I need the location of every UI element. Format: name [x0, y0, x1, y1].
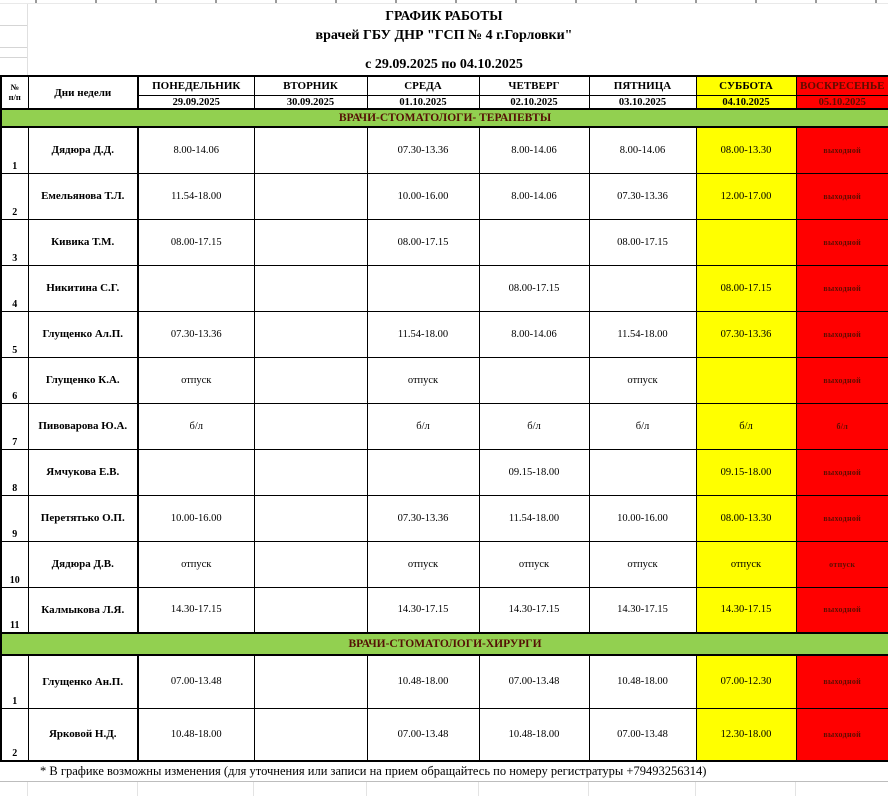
schedule-cell: 07.00-13.48 [479, 655, 589, 708]
schedule-cell: 14.30-17.15 [589, 587, 696, 633]
day-name: ПОНЕДЕЛЬНИК [139, 77, 254, 96]
day-name: ВОСКРЕСЕНЬЕ [797, 77, 888, 96]
header-row [1, 76, 888, 109]
schedule-cell: 14.30-17.15 [138, 587, 254, 633]
grid-line [695, 782, 696, 796]
schedule-cell: 09.15-18.00 [696, 449, 796, 495]
day-name: СРЕДА [368, 77, 479, 96]
row-number: 4 [1, 265, 28, 311]
day-name: ЧЕТВЕРГ [480, 77, 589, 96]
schedule-cell: 8.00-14.06 [479, 173, 589, 219]
schedule-cell: 8.00-14.06 [479, 311, 589, 357]
schedule-cell: 07.00-13.48 [138, 655, 254, 708]
doctor-name: Калмыкова Л.Я. [28, 587, 138, 633]
schedule-cell: 07.00-13.48 [367, 708, 479, 761]
schedule-cell [254, 495, 367, 541]
schedule-cell: отпуск [479, 541, 589, 587]
day-header-sunday-05.10.2025 [796, 76, 888, 109]
schedule-cell: 07.30-13.36 [589, 173, 696, 219]
schedule-cell: б/л [796, 403, 888, 449]
schedule-cell: 07.30-13.36 [367, 127, 479, 173]
schedule-cell: 14.30-17.15 [696, 587, 796, 633]
doctor-row [1, 403, 888, 449]
schedule-cell: 07.30-13.36 [367, 495, 479, 541]
doctor-row [1, 655, 888, 708]
schedule-cell [138, 449, 254, 495]
schedule-cell: выходной [796, 449, 888, 495]
schedule-cell: 09.15-18.00 [479, 449, 589, 495]
grid-line [27, 782, 28, 796]
doctor-name: Дядюра Д.Д. [28, 127, 138, 173]
schedule-cell [254, 219, 367, 265]
doctor-name: Глущенко Ан.П. [28, 655, 138, 708]
day-header-normal-29.09.2025 [138, 76, 254, 109]
row-number: 5 [1, 311, 28, 357]
day-date: 30.09.2025 [286, 96, 335, 108]
schedule-cell [254, 541, 367, 587]
schedule-cell [254, 403, 367, 449]
doctor-name: Пивоварова Ю.А. [28, 403, 138, 449]
row-number: 11 [1, 587, 28, 633]
schedule-cell [254, 265, 367, 311]
schedule-cell: выходной [796, 173, 888, 219]
schedule-cell: б/л [367, 403, 479, 449]
day-date: 03.10.2025 [618, 96, 667, 108]
doctor-name: Глущенко К.А. [28, 357, 138, 403]
row-number: 1 [1, 127, 28, 173]
schedule-period: с 29.09.2025 по 04.10.2025 [365, 57, 523, 72]
day-header-normal-03.10.2025 [589, 76, 696, 109]
schedule-cell [479, 357, 589, 403]
day-date: 05.10.2025 [797, 96, 888, 108]
section-title: ВРАЧИ-СТОМАТОЛОГИ- ТЕРАПЕВТЫ [1, 109, 888, 127]
doctor-name: Ярковой Н.Д. [28, 708, 138, 761]
schedule-cell: выходной [796, 655, 888, 708]
doctor-name: Никитина С.Г. [28, 265, 138, 311]
day-date: 04.10.2025 [697, 96, 796, 108]
schedule-cell: б/л [479, 403, 589, 449]
schedule-cell [254, 173, 367, 219]
doctor-row [1, 219, 888, 265]
empty-spreadsheet-cells [0, 782, 888, 796]
schedule-cell: 11.54-18.00 [589, 311, 696, 357]
doctor-name: Ямчукова Е.В. [28, 449, 138, 495]
grid-line [478, 782, 479, 796]
schedule-cell: 08.00-13.30 [696, 495, 796, 541]
schedule-cell: 10.48-18.00 [589, 655, 696, 708]
corner-line1: № [10, 81, 20, 92]
schedule-cell: 14.30-17.15 [479, 587, 589, 633]
schedule-cell: 11.54-18.00 [367, 311, 479, 357]
day-date: 01.10.2025 [399, 96, 447, 108]
schedule-cell [254, 587, 367, 633]
schedule-cell: б/л [589, 403, 696, 449]
row-number: 2 [1, 173, 28, 219]
grid-line [588, 782, 589, 796]
schedule-cell [254, 449, 367, 495]
schedule-cell: 8.00-14.06 [589, 127, 696, 173]
schedule-table [0, 75, 888, 762]
schedule-cell: 08.00-17.15 [696, 265, 796, 311]
doctor-row [1, 173, 888, 219]
schedule-cell: 8.00-14.06 [479, 127, 589, 173]
schedule-cell [367, 449, 479, 495]
doctor-row [1, 311, 888, 357]
schedule-cell: выходной [796, 265, 888, 311]
schedule-cell: 07.00-12.30 [696, 655, 796, 708]
gutter-gridline [0, 47, 27, 48]
schedule-cell: выходной [796, 219, 888, 265]
row-number: 8 [1, 449, 28, 495]
doctor-row [1, 127, 888, 173]
schedule-cell [367, 265, 479, 311]
schedule-cell [254, 357, 367, 403]
schedule-cell: 12.30-18.00 [696, 708, 796, 761]
schedule-cell: 07.30-13.36 [696, 311, 796, 357]
doctor-row [1, 265, 888, 311]
schedule-cell: 10.48-18.00 [367, 655, 479, 708]
title-block [0, 4, 888, 75]
schedule-cell: 08.00-17.15 [589, 219, 696, 265]
schedule-cell: 08.00-17.15 [138, 219, 254, 265]
row-number: 1 [1, 655, 28, 708]
schedule-cell: отпуск [138, 357, 254, 403]
schedule-subtitle: врачей ГБУ ДНР "ГСП № 4 г.Горловки" [315, 28, 573, 43]
schedule-cell: отпуск [367, 357, 479, 403]
grid-line [795, 782, 796, 796]
days-of-week-header: Дни недели [28, 76, 138, 109]
schedule-cell: 08.00-13.30 [696, 127, 796, 173]
schedule-cell: отпуск [696, 541, 796, 587]
schedule-cell: 10.48-18.00 [138, 708, 254, 761]
schedule-cell: отпуск [589, 541, 696, 587]
day-header-normal-02.10.2025 [479, 76, 589, 109]
schedule-cell: отпуск [796, 541, 888, 587]
doctor-row [1, 708, 888, 761]
grid-line [366, 782, 367, 796]
title-spacer [0, 47, 888, 57]
schedule-cell: выходной [796, 587, 888, 633]
schedule-cell [589, 449, 696, 495]
doctor-row [1, 541, 888, 587]
schedule-cell: 12.00-17.00 [696, 173, 796, 219]
doctor-name: Глущенко Ал.П. [28, 311, 138, 357]
day-date: 29.09.2025 [172, 96, 220, 108]
day-name: СУББОТА [697, 77, 796, 96]
schedule-cell: выходной [796, 495, 888, 541]
gutter-gridline [0, 57, 27, 58]
row-number: 3 [1, 219, 28, 265]
doctor-name: Емельянова Т.Л. [28, 173, 138, 219]
schedule-cell [254, 311, 367, 357]
row-number: 10 [1, 541, 28, 587]
day-header-normal-30.09.2025 [254, 76, 367, 109]
grid-line [253, 782, 254, 796]
grid-line [137, 782, 138, 796]
schedule-cell: 07.30-13.36 [138, 311, 254, 357]
schedule-cell: выходной [796, 311, 888, 357]
schedule-cell [254, 708, 367, 761]
schedule-cell: выходной [796, 357, 888, 403]
schedule-cell: отпуск [589, 357, 696, 403]
schedule-cell: 11.54-18.00 [479, 495, 589, 541]
day-header-normal-01.10.2025 [367, 76, 479, 109]
schedule-title: ГРАФИК РАБОТЫ [385, 8, 503, 23]
row-number: 6 [1, 357, 28, 403]
doctor-name: Дядюра Д.В. [28, 541, 138, 587]
schedule-cell [254, 127, 367, 173]
row-number: 7 [1, 403, 28, 449]
schedule-cell: б/л [138, 403, 254, 449]
gutter-gridline-vertical [27, 4, 28, 75]
schedule-cell: отпуск [138, 541, 254, 587]
schedule-cell: 10.00-16.00 [367, 173, 479, 219]
gutter-gridline [0, 25, 27, 26]
schedule-cell [254, 655, 367, 708]
schedule-cell: 10.48-18.00 [479, 708, 589, 761]
schedule-cell [479, 219, 589, 265]
schedule-cell: 08.00-17.15 [367, 219, 479, 265]
schedule-cell: 11.54-18.00 [138, 173, 254, 219]
day-name: ПЯТНИЦА [590, 77, 696, 96]
day-header-saturday-04.10.2025 [696, 76, 796, 109]
section-row [1, 109, 888, 127]
schedule-cell [138, 265, 254, 311]
doctor-row [1, 357, 888, 403]
doctor-name: Кивика Т.М. [28, 219, 138, 265]
day-name: ВТОРНИК [255, 77, 367, 96]
schedule-cell: 10.00-16.00 [589, 495, 696, 541]
schedule-cell: 14.30-17.15 [367, 587, 479, 633]
doctor-row [1, 449, 888, 495]
row-number: 9 [1, 495, 28, 541]
schedule-cell [696, 219, 796, 265]
section-row [1, 633, 888, 655]
schedule-cell: 08.00-17.15 [479, 265, 589, 311]
schedule-cell: отпуск [367, 541, 479, 587]
day-date: 02.10.2025 [510, 96, 558, 108]
schedule-cell: 8.00-14.06 [138, 127, 254, 173]
row-number: 2 [1, 708, 28, 761]
schedule-cell [589, 265, 696, 311]
schedule-cell [696, 357, 796, 403]
section-title: ВРАЧИ-СТОМАТОЛОГИ-ХИРУРГИ [1, 633, 888, 655]
schedule-cell: выходной [796, 127, 888, 173]
row-number-header [1, 76, 28, 109]
doctor-row [1, 495, 888, 541]
schedule-cell: б/л [696, 403, 796, 449]
schedule-cell: выходной [796, 708, 888, 761]
schedule-cell: 07.00-13.48 [589, 708, 696, 761]
schedule-cell: 10.00-16.00 [138, 495, 254, 541]
corner-line2: п/п [8, 91, 21, 102]
schedule-footnote: * В графике возможны изменения (для уточнения или записи на прием обращайтесь по номеру регистратуры +79493256314) [0, 762, 888, 782]
doctor-name: Перетятько О.П. [28, 495, 138, 541]
doctor-row [1, 587, 888, 633]
